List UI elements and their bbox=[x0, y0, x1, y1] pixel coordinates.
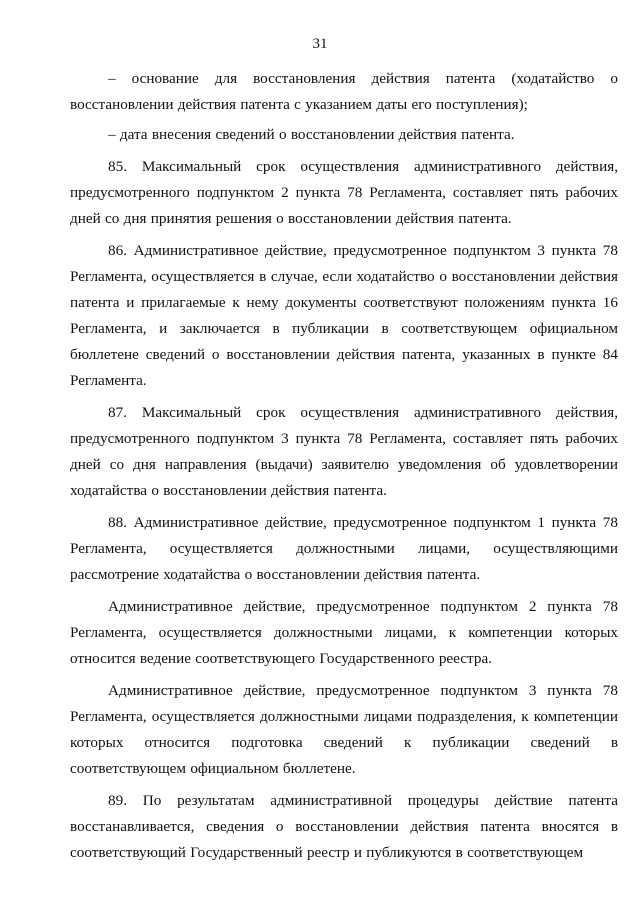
paragraph-88-part-3: Административное действие, предусмотренное подпунктом 3 пункта 78 Регламента, осуществляется должностными лицами подразделения, к компетенции которых относится подготовка сведений к публикации сведений в соответствующем официальном бюллетене. bbox=[70, 682, 618, 777]
list-item-date: – дата внесения сведений о восстановлении действия патента. bbox=[108, 126, 515, 143]
paragraph-87: 87. Максимальный срок осуществления административного действия, предусмотренного подпунктом 3 пункта 78 Регламента, составляет пять рабочих дней со дня направления (выдачи) заявителю уведомления об удовлетворении ходатайства о восстановлении действия патента. bbox=[70, 404, 618, 499]
document-body bbox=[70, 66, 618, 870]
paragraph-89: 89. По результатам административной процедуры действие патента восстанавливается, сведения о восстановлении действия патента вносятся в соответствующий Государственный реестр и публикуются в соответствующем bbox=[70, 792, 618, 861]
page-number: 31 bbox=[312, 36, 328, 52]
paragraph-86: 86. Административное действие, предусмотренное подпунктом 3 пункта 78 Регламента, осуществляется в случае, если ходатайство о восстановлении действия патента и прилагаемые к нему документы соответствуют положениям пункта 16 Регламента, и заключается в публикации в соответствующем официальном бюллетене сведений о восстановлении действия патента, указанных в пункте 84 Регламента. bbox=[70, 242, 618, 389]
paragraph-88-part-2: Административное действие, предусмотренное подпунктом 2 пункта 78 Регламента, осуществляется должностными лицами, к компетенции которых относится ведение соответствующего Государственного реестра. bbox=[70, 598, 618, 667]
list-item-basis: – основание для восстановления действия патента (ходатайство о восстановлении действия патента с указанием даты его поступления); bbox=[70, 70, 618, 113]
paragraph-88: 88. Административное действие, предусмотренное подпунктом 1 пункта 78 Регламента, осуществляется должностными лицами, осуществляющими рассмотрение ходатайства о восстановлении действия патента. bbox=[70, 514, 618, 583]
paragraph-85: 85. Максимальный срок осуществления административного действия, предусмотренного подпунктом 2 пункта 78 Регламента, составляет пять рабочих дней со дня принятия решения о восстановлении действия патента. bbox=[70, 158, 618, 227]
